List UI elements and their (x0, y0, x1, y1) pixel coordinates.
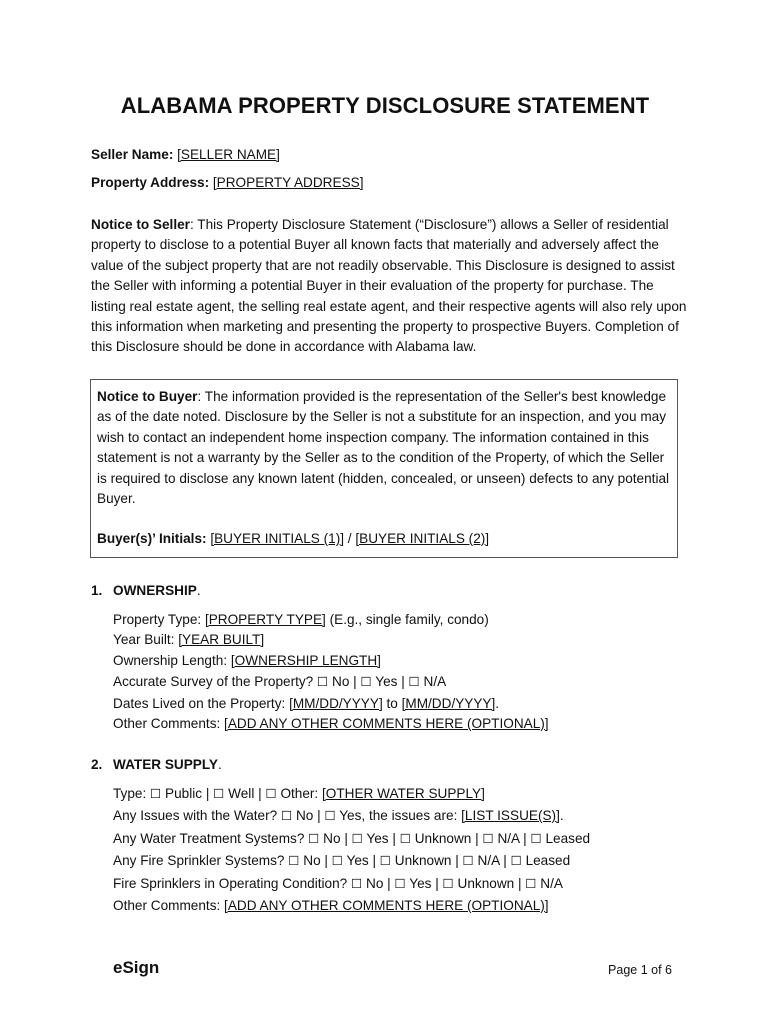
property-type-label: Property Type: (113, 612, 205, 627)
comments-label: Other Comments: (113, 716, 225, 731)
condition-no-checkbox[interactable]: ☐ (351, 876, 363, 891)
notice-to-seller-text: : This Property Disclosure Statement (“Disclosure”) allows a Seller of residential property to disclose to a potential Buyer all known facts that materially and adversely affect the value of the subject property that are not readily observable. This Disclosure is designed to assist the Seller with informing a potential Buyer in their evaluation of the property for purchase. The listing real estate agent, the selling real estate agent, and their respective agents will also rely upon this information when marketing and presenting the property to prospective Buyers. Completion of this Disclosure should be done in accordance with Alabama law. (91, 217, 687, 355)
treatment-no-checkbox[interactable]: ☐ (308, 831, 320, 846)
sprinkler-condition-row: Fire Sprinklers in Operating Condition? ☐ No | ☐ Yes | ☐ Unknown | ☐ N/A (113, 876, 563, 891)
water-other-checkbox[interactable]: ☐ (265, 786, 277, 801)
date-to-field[interactable]: [MM/DD/YYYY] (401, 696, 496, 711)
dates-lived-row: Dates Lived on the Property: [MM/DD/YYYY] to [MM/DD/YYYY]. (113, 696, 500, 711)
ownership-comments-row (113, 716, 549, 731)
date-from-field[interactable]: [MM/DD/YYYY] (289, 696, 383, 711)
notice-to-seller (91, 215, 691, 358)
option-label: Public (165, 786, 203, 801)
water-treatment-row: Any Water Treatment Systems? ☐ No | ☐ Yes | ☐ Unknown | ☐ N/A | ☐ Leased (113, 831, 591, 846)
page-title: ALABAMA PROPERTY DISCLOSURE STATEMENT (120, 93, 650, 118)
issues-yes-checkbox[interactable]: ☐ (324, 808, 336, 823)
sprinkler-na-checkbox[interactable]: ☐ (462, 853, 474, 868)
water-comments-field[interactable]: [ADD ANY OTHER COMMENTS HERE (OPTIONAL)] (224, 898, 549, 913)
option-label: No (295, 808, 314, 823)
water-type-row: Type: ☐ Public | ☐ Well | ☐ Other: [OTHER WATER SUPPLY] (113, 786, 485, 801)
option-label: Unknown (414, 831, 472, 846)
option-label: No (366, 876, 384, 891)
treatment-yes-checkbox[interactable]: ☐ (351, 831, 363, 846)
issues-list-field[interactable]: [LIST ISSUE(S)] (461, 808, 560, 823)
section-water-supply-heading: 2. WATER SUPPLY. (91, 757, 222, 772)
comments-label: Other Comments: (113, 898, 225, 913)
option-label: Yes (346, 853, 369, 868)
option-label: Yes (409, 876, 432, 891)
ownership-length-label: Ownership Length: (113, 653, 231, 668)
option-label: Yes (366, 831, 389, 846)
water-type-label: Type: (113, 786, 151, 801)
property-type-hint: (E.g., single family, condo) (325, 612, 489, 627)
water-treatment-label: Any Water Treatment Systems? (113, 831, 309, 846)
option-label: N/A (477, 853, 500, 868)
option-label: Other: (280, 786, 319, 801)
fire-sprinkler-label: Any Fire Sprinkler Systems? (113, 853, 289, 868)
notice-to-buyer (97, 387, 672, 509)
seller-name-label: Seller Name: (91, 147, 174, 162)
water-well-checkbox[interactable]: ☐ (213, 786, 225, 801)
sprinkler-unknown-checkbox[interactable]: ☐ (379, 853, 391, 868)
treatment-na-checkbox[interactable]: ☐ (482, 831, 494, 846)
option-label: No (303, 853, 321, 868)
option-label: Yes, the issues are: (339, 808, 462, 823)
option-label: Yes (375, 674, 398, 689)
buyer-initials-label: Buyer(s)’ Initials: (97, 531, 207, 546)
survey-yes-checkbox[interactable]: ☐ (360, 674, 372, 689)
ownership-comments-field[interactable]: [ADD ANY OTHER COMMENTS HERE (OPTIONAL)] (224, 716, 549, 731)
esign-logo: eSign (113, 958, 160, 977)
buyer-initials-separator: / (344, 531, 356, 546)
section-ownership-heading: 1. OWNERSHIP. (91, 583, 201, 598)
option-label: N/A (423, 674, 447, 689)
sprinkler-yes-checkbox[interactable]: ☐ (331, 853, 343, 868)
condition-unknown-checkbox[interactable]: ☐ (442, 876, 454, 891)
option-label: No (323, 831, 341, 846)
property-address-field[interactable]: [PROPERTY ADDRESS] (212, 175, 364, 190)
survey-row: Accurate Survey of the Property? ☐ No | ☐ Yes | ☐ N/A (113, 674, 447, 689)
buyer-initials-row (97, 531, 489, 546)
property-address-label: Property Address: (91, 175, 210, 190)
section-number: 1. (91, 583, 103, 598)
option-label: Leased (525, 853, 571, 868)
property-type-row (113, 612, 489, 627)
notice-to-seller-label: Notice to Seller (91, 217, 190, 232)
buyer-initials-2-field[interactable]: [BUYER INITIALS (2)] (355, 531, 490, 546)
option-label: Unknown (394, 853, 452, 868)
condition-na-checkbox[interactable]: ☐ (525, 876, 537, 891)
year-built-label: Year Built: (113, 632, 179, 647)
ownership-length-row (113, 653, 381, 668)
property-type-field[interactable]: [PROPERTY TYPE] (204, 612, 326, 627)
notice-to-buyer-text: : The information provided is the representation of the Seller's best knowledge as of the date noted. Disclosure by the Seller is not a substitute for an inspection, and you may wish to contact an independent home inspection company. The information contained in this statement is not a warranty by the Seller as to the condition of the Property, of which the Seller is required to disclose any known latent (hidden, concealed, or unseen) defects to any potential Buyer. (97, 389, 670, 507)
option-label: Well (228, 786, 255, 801)
option-label: No (332, 674, 350, 689)
ownership-length-field[interactable]: [OWNERSHIP LENGTH] (230, 653, 381, 668)
fire-sprinkler-row: Any Fire Sprinkler Systems? ☐ No | ☐ Yes | ☐ Unknown | ☐ N/A | ☐ Leased (113, 853, 571, 868)
survey-na-checkbox[interactable]: ☐ (408, 674, 420, 689)
dates-lived-label: Dates Lived on the Property: (113, 696, 290, 711)
sprinkler-no-checkbox[interactable]: ☐ (288, 853, 300, 868)
water-issues-row: Any Issues with the Water? ☐ No | ☐ Yes, the issues are: [LIST ISSUE(S)]. (113, 808, 564, 823)
treatment-unknown-checkbox[interactable]: ☐ (399, 831, 411, 846)
water-comments-row (113, 898, 549, 913)
option-label: Unknown (457, 876, 515, 891)
water-other-field[interactable]: [OTHER WATER SUPPLY] (322, 786, 485, 801)
water-public-checkbox[interactable]: ☐ (150, 786, 162, 801)
treatment-leased-checkbox[interactable]: ☐ (530, 831, 542, 846)
dates-to-word: to (382, 696, 402, 711)
section-title: OWNERSHIP (113, 583, 197, 598)
year-built-row (113, 632, 264, 647)
year-built-field[interactable]: [YEAR BUILT] (178, 632, 265, 647)
sprinkler-leased-checkbox[interactable]: ☐ (510, 853, 522, 868)
survey-label: Accurate Survey of the Property? (113, 674, 318, 689)
seller-name-row (91, 147, 280, 162)
notice-to-buyer-label: Notice to Buyer (97, 389, 198, 404)
option-label: N/A (540, 876, 563, 891)
option-label: Leased (545, 831, 591, 846)
option-label: N/A (497, 831, 520, 846)
water-issues-label: Any Issues with the Water? (113, 808, 281, 823)
condition-yes-checkbox[interactable]: ☐ (394, 876, 406, 891)
section-number: 2. (91, 757, 103, 772)
property-address-row (91, 175, 363, 190)
section-title: WATER SUPPLY (113, 757, 218, 772)
page-number: Page 1 of 6 (608, 963, 672, 977)
sprinkler-condition-label: Fire Sprinklers in Operating Condition? (113, 876, 352, 891)
issues-no-checkbox[interactable]: ☐ (280, 808, 293, 823)
seller-name-field[interactable]: [SELLER NAME] (177, 147, 280, 162)
survey-no-checkbox[interactable]: ☐ (317, 674, 329, 689)
buyer-initials-1-field[interactable]: [BUYER INITIALS (1)] (210, 531, 345, 546)
